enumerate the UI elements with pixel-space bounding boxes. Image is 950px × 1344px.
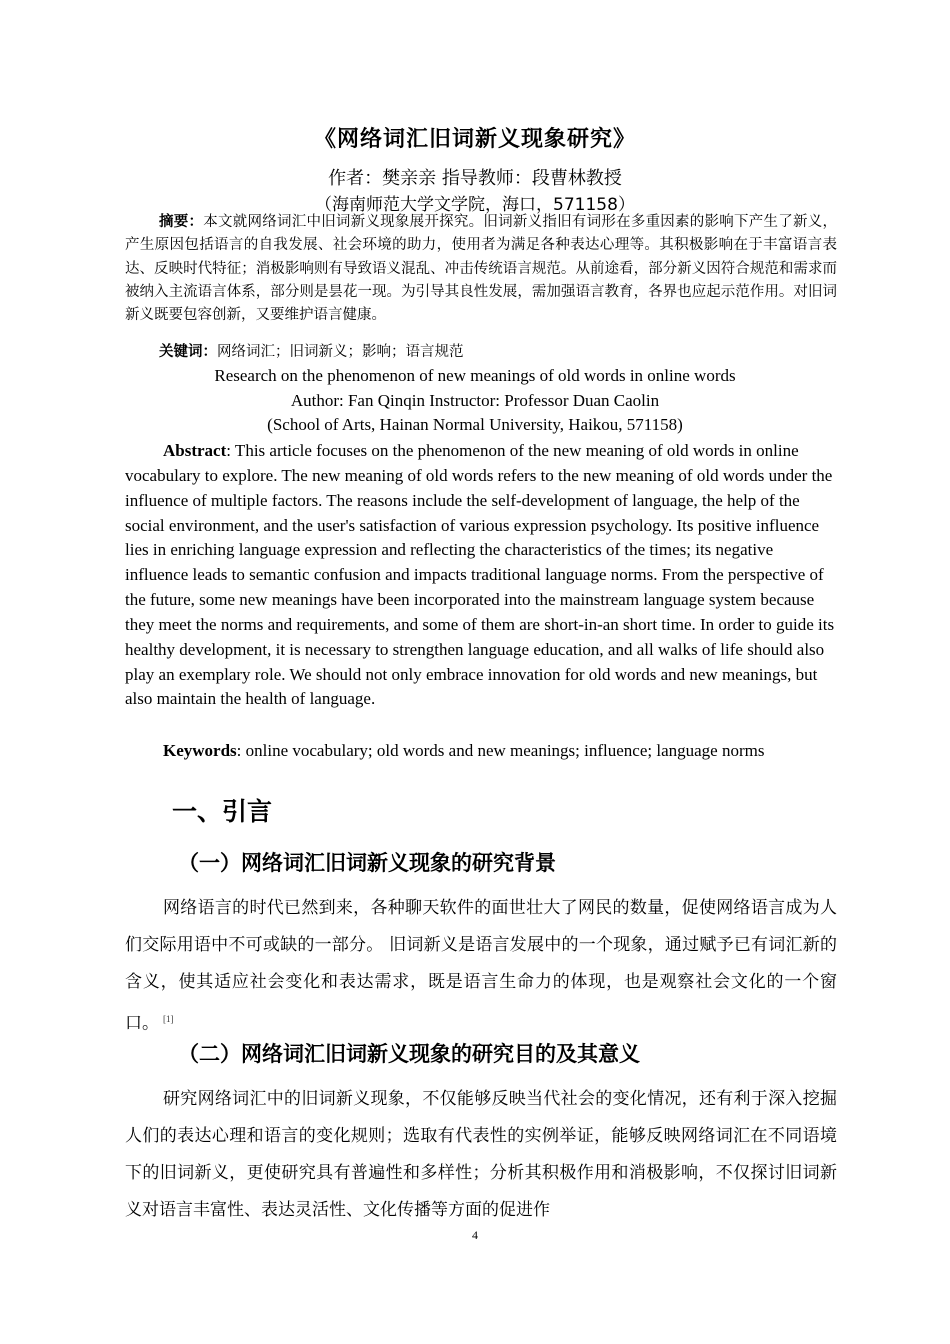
english-abstract-label: Abstract [163, 441, 227, 460]
chinese-keywords [159, 340, 464, 361]
english-title: Research on the phenomenon of new meanings of old words in online words [214, 366, 736, 385]
english-keywords-text: : online vocabulary; old words and new meanings; influence; language norms [236, 741, 765, 760]
background-paragraph-text: 网络语言的时代已然到来，各种聊天软件的面世壮大了网民的数量，促使网络语言成为人们交际用语中不可或缺的一部分。 旧词新义是语言发展中的一个现象，通过赋予已有词汇新的含义，使其适应社会变化和表达需求，既是语言生命力的体现，也是观察社会文化的一个窗口。 [125, 898, 837, 1034]
chinese-keywords-label: 关键词： [159, 344, 217, 360]
background-paragraph [125, 890, 837, 1043]
english-keywords [125, 739, 837, 764]
chinese-affiliation: （海南师范大学文学院，海口，571158） [315, 195, 635, 215]
citation-marker[interactable]: [1] [163, 1014, 174, 1024]
english-abstract-text: : This article focuses on the phenomenon of the new meaning of old words in online vocabulary to explore. The new meaning of old words refers to the new meaning of old words under the influence of multiple factors. The reasons include the self-development of language, the help of the social environment, and the user's satisfaction of various expression psychology. Its positive influence lies in enriching language expression and reflecting the characteristics of the times; its negative influence leads to semantic confusion and impacts traditional language norms. From the perspective of the future, some new meanings have been incorporated into the mainstream language system because they meet the norms and requirements, and some of them are short-in-an short time. In order to guide its healthy development, it is necessary to strengthen language education, and all walks of life should also play an exemplary role. We should not only embrace innovation for old words and new meanings, but also maintain the health of language. [125, 441, 835, 709]
chinese-title: 《网络词汇旧词新义现象研究》 [313, 127, 636, 152]
subsection-heading-purpose: （二）网络词汇旧词新义现象的研究目的及其意义 [178, 1042, 640, 1066]
english-keywords-label: Keywords [163, 741, 237, 760]
english-affiliation: (School of Arts, Hainan Normal University, Haikou, 571158) [267, 415, 683, 434]
purpose-paragraph: 研究网络词汇中的旧词新义现象，不仅能够反映当代社会的变化情况，还有利于深入挖掘人们的表达心理和语言的变化规则；选取有代表性的实例举证，能够反映网络词汇在不同语境下的旧词新义，更使研究具有普遍性和多样性；分析其积极作用和消极影响，不仅探讨旧词新义对语言丰富性、表达灵活性、文化传播等方面的促进作 [125, 1089, 837, 1220]
chinese-keywords-text: 网络词汇；旧词新义；影响；语言规范 [217, 344, 464, 360]
english-abstract [125, 439, 837, 712]
chinese-abstract [125, 211, 837, 327]
subsection-heading-background: （一）网络词汇旧词新义现象的研究背景 [178, 851, 556, 875]
chinese-abstract-text: 本文就网络词汇中旧词新义现象展开探究。旧词新义指旧有词形在多重因素的影响下产生了新义，产生原因包括语言的自我发展、社会环境的助力，使用者为满足各种表达心理等。其积极影响在于丰富语言表达、反映时代特征；消极影响则有导致语义混乱、冲击传统语言规范。从前途看，部分新义因符合规范和需求而被纳入主流语言体系，部分则是昙花一现。为引导其良性发展，需加强语言教育，各界也应起示范作用。对旧词新义既要包容创新，又要维护语言健康。 [125, 214, 837, 324]
english-author-line: Author: Fan Qinqin Instructor: Professor Duan Caolin [290, 391, 660, 410]
page-number: 4 [472, 1228, 478, 1242]
chinese-author-line: 作者：樊亲亲 指导教师：段曹林教授 [328, 168, 622, 189]
chinese-abstract-label: 摘要： [159, 214, 204, 230]
section-heading-introduction: 一、引言 [172, 797, 273, 826]
